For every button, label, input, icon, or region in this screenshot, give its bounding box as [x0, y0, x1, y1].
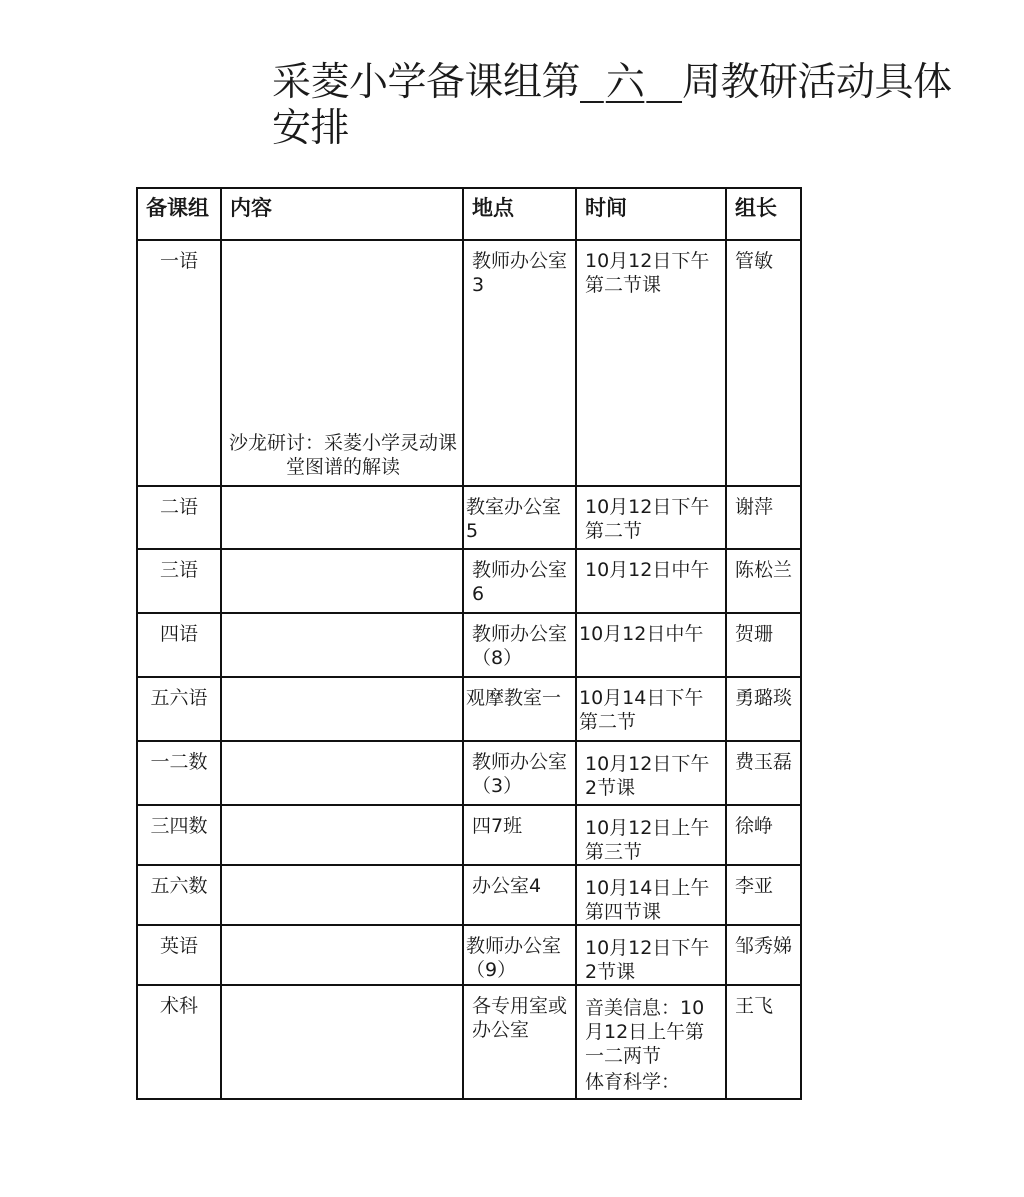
location-cell: 教师办公室3	[463, 240, 576, 486]
title-blank-right	[646, 60, 682, 106]
group-cell: 术科	[137, 985, 221, 1099]
content-cell	[221, 486, 463, 549]
leader-cell: 李亚	[726, 865, 801, 925]
time-cell: 10月12日下午2节课	[576, 741, 726, 805]
location-cell: 教师办公室（9）	[463, 925, 576, 985]
leader-cell: 陈松兰	[726, 549, 801, 613]
location-cell: 办公室4	[463, 865, 576, 925]
group-cell: 五六语	[137, 677, 221, 741]
content-text: 沙龙研讨：采菱小学灵动课堂图谱的解读	[228, 432, 457, 478]
group-cell: 一二数	[137, 741, 221, 805]
leader-cell: 邹秀娣	[726, 925, 801, 985]
group-cell: 三语	[137, 549, 221, 613]
group-cell: 一语	[137, 240, 221, 486]
header-row	[137, 188, 801, 240]
leader-cell: 王飞	[726, 985, 801, 1099]
group-cell: 三四数	[137, 805, 221, 865]
time-text: 音美信息：10月12日上午第一二两节	[585, 997, 705, 1067]
leader-cell: 管敏	[726, 240, 801, 486]
group-cell: 五六数	[137, 865, 221, 925]
group-cell: 四语	[137, 613, 221, 677]
title-prefix: 采菱小学备课组第	[272, 60, 581, 105]
content-cell	[221, 549, 463, 613]
location-cell: 教师办公室6	[463, 549, 576, 613]
location-cell: 四7班	[463, 805, 576, 865]
header-group: 备课组	[137, 188, 221, 240]
time-cell: 10月14日上午第四节课	[576, 865, 726, 925]
time-cell: 10月12日下午2节课	[576, 925, 726, 985]
title-blank-left	[580, 60, 604, 106]
content-cell	[221, 805, 463, 865]
leader-cell: 谢萍	[726, 486, 801, 549]
location-cell: 观摩教室一	[463, 677, 576, 741]
group-cell: 二语	[137, 486, 221, 549]
page-title	[272, 60, 952, 152]
table-row	[137, 925, 801, 985]
time-cell: 10月14日下午第二节	[576, 677, 726, 741]
group-cell: 英语	[137, 925, 221, 985]
time-cell: 10月12日中午	[576, 549, 726, 613]
table-row	[137, 865, 801, 925]
time-cell: 10月12日下午第二节课	[576, 240, 726, 486]
content-cell	[221, 925, 463, 985]
header-time: 时间	[576, 188, 726, 240]
time-cell: 10月12日下午第二节	[576, 486, 726, 549]
content-cell	[221, 985, 463, 1099]
schedule-table	[136, 187, 802, 1100]
title-week-number: 六	[605, 60, 645, 105]
time-extra-text: 体育科学：	[585, 1071, 681, 1093]
location-cell: 教室办公室5	[463, 486, 576, 549]
table-row	[137, 805, 801, 865]
location-cell: 教师办公室（8）	[463, 613, 576, 677]
leader-cell: 勇璐琰	[726, 677, 801, 741]
table-row	[137, 486, 801, 549]
title-suffix: 周教研活动具体安排	[272, 60, 952, 151]
leader-cell: 贺珊	[726, 613, 801, 677]
content-cell	[221, 677, 463, 741]
content-cell	[221, 741, 463, 805]
content-cell	[221, 613, 463, 677]
time-cell: 10月12日中午	[576, 613, 726, 677]
header-content: 内容	[221, 188, 463, 240]
leader-cell: 徐峥	[726, 805, 801, 865]
table-row	[137, 613, 801, 677]
time-cell: 10月12日上午第三节	[576, 805, 726, 865]
leader-cell: 费玉磊	[726, 741, 801, 805]
location-cell: 教师办公室（3）	[463, 741, 576, 805]
table-row	[137, 677, 801, 741]
time-cell	[576, 985, 726, 1099]
header-location: 地点	[463, 188, 576, 240]
table-row	[137, 240, 801, 486]
table-row	[137, 741, 801, 805]
table-row	[137, 985, 801, 1099]
content-cell	[221, 240, 463, 486]
table-row	[137, 549, 801, 613]
location-cell: 各专用室或办公室	[463, 985, 576, 1099]
content-cell	[221, 865, 463, 925]
header-leader: 组长	[726, 188, 801, 240]
